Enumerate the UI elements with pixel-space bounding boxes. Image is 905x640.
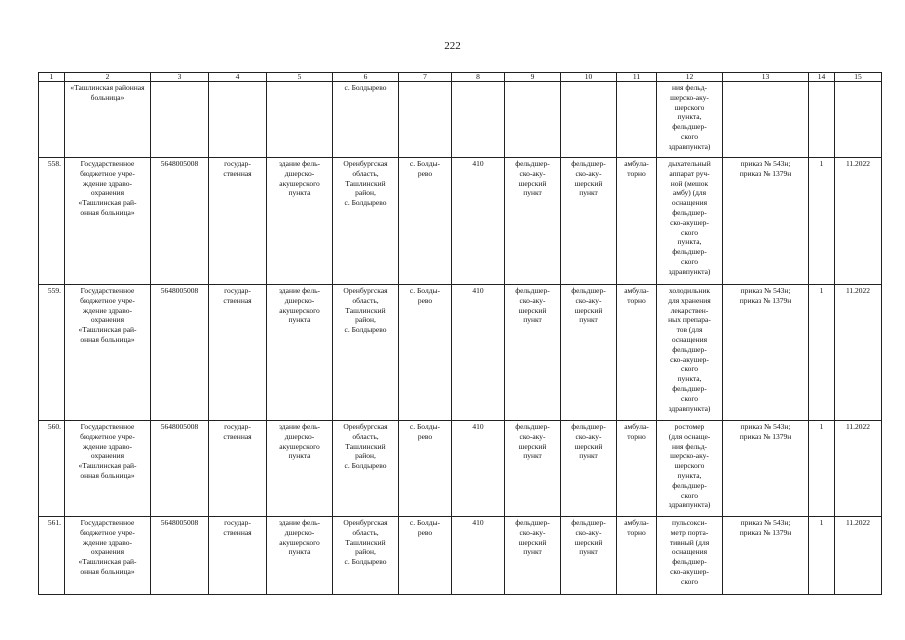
due-date: 11.2022	[835, 158, 882, 285]
table-row	[39, 285, 882, 421]
institution-name: «Ташлинская районная больница»	[65, 82, 151, 158]
address: Оренбургская область, Ташлинский район, с. Болдырево	[333, 158, 399, 285]
department	[561, 82, 617, 158]
department: фельдшер- ско-аку- шерский пункт	[561, 158, 617, 285]
order-reference: приказ № 543н; приказ № 1379н	[723, 421, 809, 517]
unit-type: фельдшер- ско-аку- шерский пункт	[505, 421, 561, 517]
ownership: государ- ственная	[209, 285, 267, 421]
equipment: пульсокси- метр порта- тивный (для оснащения фельдшер- ско-акушер- ского	[657, 517, 723, 595]
due-date: 11.2022	[835, 285, 882, 421]
inn: 5648005008	[151, 421, 209, 517]
order-reference: приказ № 543н; приказ № 1379н	[723, 158, 809, 285]
inn: 5648005008	[151, 158, 209, 285]
quantity: 1	[809, 517, 835, 595]
department: фельдшер- ско-аку- шерский пункт	[561, 517, 617, 595]
address: Оренбургская область, Ташлинский район, с. Болдырево	[333, 421, 399, 517]
column-number: 11	[617, 73, 657, 82]
equipment: ния фельд- шерско-аку- шерского пункта, фельдшер- ского здравпункта)	[657, 82, 723, 158]
column-number: 6	[333, 73, 399, 82]
building	[267, 82, 333, 158]
institution-name: Государственное бюджетное учре- ждение здраво- охранения «Ташлинская рай- онная больница»	[65, 517, 151, 595]
department: фельдшер- ско-аку- шерский пункт	[561, 285, 617, 421]
equipment: холодильник для хранения лекарствен- ных препара- тов (для оснащения фельдшер- ско-акушер- ского пункта, фельдшер- ского здравпункта)	[657, 285, 723, 421]
due-date: 11.2022	[835, 421, 882, 517]
inn: 5648005008	[151, 285, 209, 421]
table-row	[39, 82, 882, 158]
population: 410	[452, 285, 505, 421]
order-reference: приказ № 543н; приказ № 1379н	[723, 285, 809, 421]
population: 410	[452, 158, 505, 285]
building: здание фель- дшерско- акушерского пункта	[267, 285, 333, 421]
table-row	[39, 158, 882, 285]
institution-name: Государственное бюджетное учре- ждение здраво- охранения «Ташлинская рай- онная больница»	[65, 285, 151, 421]
table-row	[39, 517, 882, 595]
column-number: 9	[505, 73, 561, 82]
quantity: 1	[809, 421, 835, 517]
inn: 5648005008	[151, 517, 209, 595]
quantity	[809, 82, 835, 158]
population	[452, 82, 505, 158]
settlement	[399, 82, 452, 158]
order-reference: приказ № 543н; приказ № 1379н	[723, 517, 809, 595]
unit-type: фельдшер- ско-аку- шерский пункт	[505, 158, 561, 285]
order-reference	[723, 82, 809, 158]
quantity: 1	[809, 285, 835, 421]
column-number: 5	[267, 73, 333, 82]
settlement: с. Болды- рево	[399, 158, 452, 285]
ownership: государ- ственная	[209, 517, 267, 595]
unit-type	[505, 82, 561, 158]
column-number: 14	[809, 73, 835, 82]
building: здание фель- дшерско- акушерского пункта	[267, 158, 333, 285]
unit-type: фельдшер- ско-аку- шерский пункт	[505, 285, 561, 421]
address: с. Болдырево	[333, 82, 399, 158]
settlement: с. Болды- рево	[399, 517, 452, 595]
quantity: 1	[809, 158, 835, 285]
ownership	[209, 82, 267, 158]
building: здание фель- дшерско- акушерского пункта	[267, 517, 333, 595]
care-conditions: амбула- торно	[617, 517, 657, 595]
column-number: 10	[561, 73, 617, 82]
column-number: 1	[39, 73, 65, 82]
column-number: 4	[209, 73, 267, 82]
column-number: 8	[452, 73, 505, 82]
column-number: 2	[65, 73, 151, 82]
column-number: 3	[151, 73, 209, 82]
care-conditions	[617, 82, 657, 158]
population: 410	[452, 421, 505, 517]
row-number: 558.	[39, 158, 65, 285]
page-number: 222	[444, 40, 461, 52]
settlement: с. Болды- рево	[399, 421, 452, 517]
population: 410	[452, 517, 505, 595]
equipment: ростомер (для оснаще- ния фельд- шерско-аку- шерского пункта, фельдшер- ского здравпункта)	[657, 421, 723, 517]
institution-name: Государственное бюджетное учре- ждение здраво- охранения «Ташлинская рай- онная больница»	[65, 158, 151, 285]
due-date	[835, 82, 882, 158]
department: фельдшер- ско-аку- шерский пункт	[561, 421, 617, 517]
equipment: дыхательный аппарат руч- ной (мешок амбу) (для оснащения фельдшер- ско-акушер- ского пункта, фельдшер- ского здравпункта)	[657, 158, 723, 285]
institution-name: Государственное бюджетное учре- ждение здраво- охранения «Ташлинская рай- онная больница»	[65, 421, 151, 517]
column-number: 13	[723, 73, 809, 82]
row-number: 559.	[39, 285, 65, 421]
column-number: 7	[399, 73, 452, 82]
care-conditions: амбула- торно	[617, 158, 657, 285]
row-number: 561.	[39, 517, 65, 595]
unit-type: фельдшер- ско-аку- шерский пункт	[505, 517, 561, 595]
address: Оренбургская область, Ташлинский район, с. Болдырево	[333, 285, 399, 421]
column-number: 15	[835, 73, 882, 82]
row-number: 560.	[39, 421, 65, 517]
column-number-row	[39, 73, 882, 82]
care-conditions: амбула- торно	[617, 421, 657, 517]
register-table	[38, 72, 882, 595]
ownership: государ- ственная	[209, 158, 267, 285]
due-date: 11.2022	[835, 517, 882, 595]
address: Оренбургская область, Ташлинский район, с. Болдырево	[333, 517, 399, 595]
settlement: с. Болды- рево	[399, 285, 452, 421]
building: здание фель- дшерско- акушерского пункта	[267, 421, 333, 517]
inn	[151, 82, 209, 158]
ownership: государ- ственная	[209, 421, 267, 517]
row-number	[39, 82, 65, 158]
care-conditions: амбула- торно	[617, 285, 657, 421]
column-number: 12	[657, 73, 723, 82]
table-row	[39, 421, 882, 517]
